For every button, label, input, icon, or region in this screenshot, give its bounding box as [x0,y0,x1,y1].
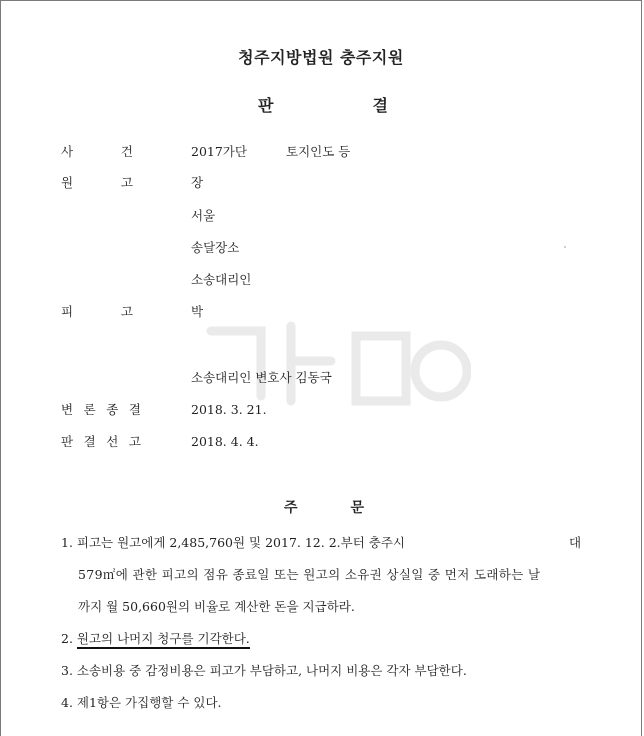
court-name: 청주지방법원 충주지원 [238,48,404,67]
order-item-4: 4. 제1항은 가집행할 수 있다. [61,695,222,710]
closing-label: 변 론 종 결 [61,402,141,417]
closing-date: 2018. 3. 21. [191,402,267,417]
plaintiff-label: 원 고 [61,175,133,190]
ruling-label: 판 결 선 고 [61,434,141,449]
order-item-1-line-1: 1. 피고는 원고에게 2,485,760원 및 2017. 12. 2.부터 충주시 [61,535,405,550]
document-type-title [258,93,388,116]
plaintiff-address: 서울 [191,208,216,223]
doc-type-char-2: 결 [372,96,388,115]
plaintiff-name: 장 [191,175,204,190]
plaintiff-service-place: 송달장소 [191,240,240,255]
order-item-2-underlined-text: 원고의 나머지 청구를 기각한다. [77,631,250,649]
ruling-date: 2018. 4. 4. [191,434,259,449]
order-section-title: 주 문 [284,500,364,516]
case-name: 토지인도 등 [286,144,351,159]
case-number: 2017가단 [191,144,247,159]
order-item-2: 2. 원고의 나머지 청구를 기각한다. [61,629,250,649]
order-item-1-land-type: 대 [569,535,582,550]
defendant-label: 피 고 [61,304,133,319]
case-label: 사 건 [61,144,133,159]
plaintiff-attorney: 소송대리인 [191,272,252,287]
order-item-1-line-3: 까지 월 50,660원의 비율로 계산한 돈을 지급하라. [78,599,355,614]
defendant-name: 박 [191,304,204,319]
scan-speck [564,246,566,248]
order-item-3: 3. 소송비용 중 감정비용은 피고가 부담하고, 나머지 비용은 각자 부담한다. [61,663,467,678]
doc-type-char-1: 판 [258,96,274,115]
defendant-attorney: 소송대리인 변호사 김동국 [191,370,332,385]
order-item-1-line-2: 579㎡에 관한 피고의 점유 종료일 또는 원고의 소유권 상실일 중 먼저 도래하는 날 [78,567,541,582]
